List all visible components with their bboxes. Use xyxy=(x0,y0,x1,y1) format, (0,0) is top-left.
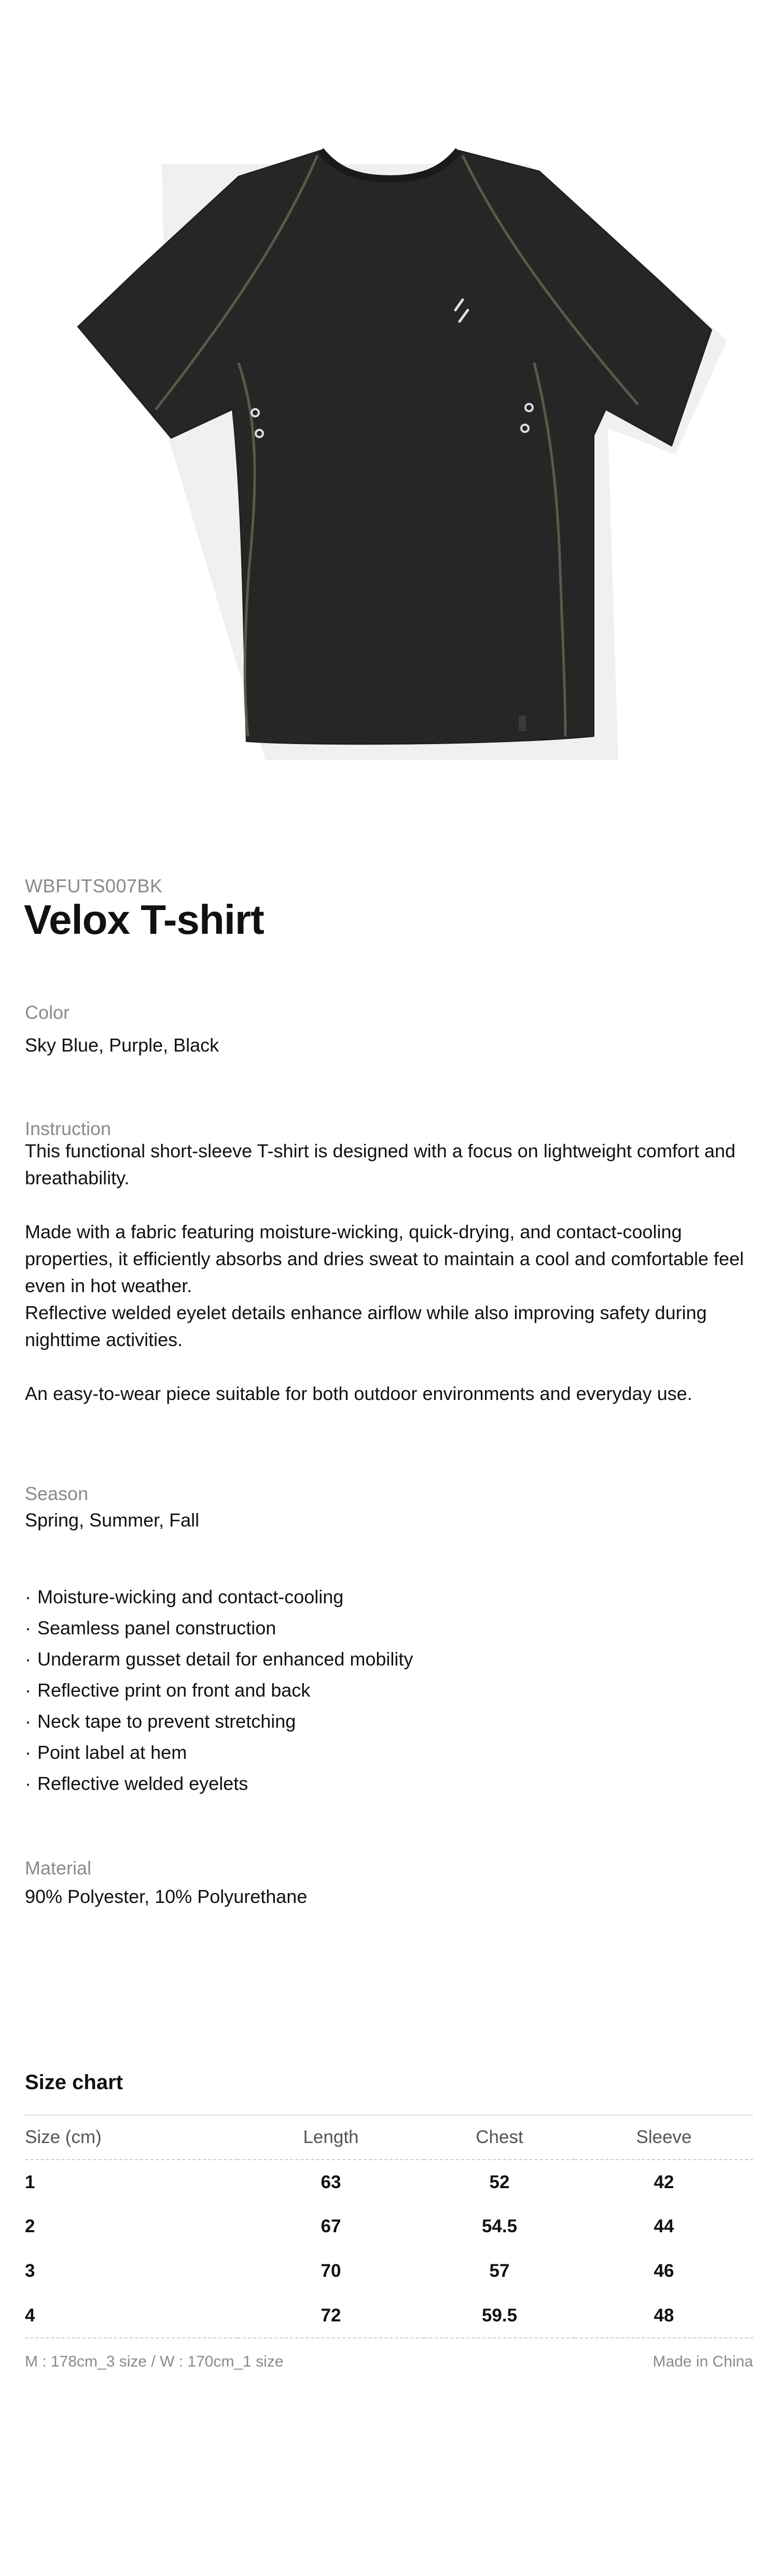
table-cell: 67 xyxy=(321,2216,341,2236)
color-label: Color xyxy=(25,1002,70,1023)
table-header-row xyxy=(25,2115,753,2160)
table-cell: 59.5 xyxy=(424,2293,575,2338)
list-item: · Reflective welded eyelets xyxy=(25,1768,413,1799)
feature-list xyxy=(25,1581,413,1799)
table-cell: 57 xyxy=(489,2261,510,2281)
table-row xyxy=(25,2204,753,2249)
column-header: Length xyxy=(238,2115,424,2160)
instruction-paragraph: Reflective welded eyelet details enhance airflow while also improving safety during nighttime activities. xyxy=(25,1302,707,1350)
list-item: · Point label at hem xyxy=(25,1737,413,1768)
table-cell: 42 xyxy=(654,2172,674,2192)
column-header: Chest xyxy=(424,2115,575,2160)
model-size-note: M : 178cm_3 size / W : 170cm_1 size xyxy=(25,2353,284,2370)
bullet-icon: · xyxy=(25,1679,31,1701)
bullet-icon: · xyxy=(25,1648,31,1670)
column-header: Sleeve xyxy=(575,2115,753,2160)
instruction-paragraph: Made with a fabric featuring moisture-wicking, quick-drying, and contact-cooling properties, it efficiently absorbs and dries sweat to maintain a cool and comfortable feel even in hot weather. xyxy=(25,1221,744,1296)
instruction-paragraph: An easy-to-wear piece suitable for both outdoor environments and everyday use. xyxy=(25,1383,692,1404)
table-cell: 52 xyxy=(489,2172,510,2192)
table-cell: 44 xyxy=(654,2216,674,2236)
bullet-icon: · xyxy=(25,1586,31,1607)
size-chart-title: Size chart xyxy=(25,2071,123,2094)
table-row xyxy=(25,2160,753,2204)
bullet-icon: · xyxy=(25,1773,31,1794)
list-item: · Neck tape to prevent stretching xyxy=(25,1706,413,1737)
product-title: Velox T-shirt xyxy=(24,897,264,943)
size-chart-table xyxy=(25,2115,753,2339)
list-item: · Underarm gusset detail for enhanced mobility xyxy=(25,1644,413,1675)
product-image xyxy=(0,0,778,809)
tshirt-illustration xyxy=(0,0,778,809)
table-row xyxy=(25,2293,753,2338)
instruction-paragraph: This functional short-sleeve T-shirt is designed with a focus on lightweight comfort and breathability. xyxy=(25,1140,736,1188)
table-row xyxy=(25,2249,753,2293)
season-label: Season xyxy=(25,1483,89,1504)
material-value: 90% Polyester, 10% Polyurethane xyxy=(25,1886,308,1907)
instruction-text xyxy=(25,1138,751,1407)
season-value: Spring, Summer, Fall xyxy=(25,1509,200,1531)
bullet-icon: · xyxy=(25,1742,31,1763)
bullet-icon: · xyxy=(25,1711,31,1732)
column-header: Size (cm) xyxy=(25,2115,238,2160)
table-cell: 3 xyxy=(25,2261,35,2281)
list-item: · Reflective print on front and back xyxy=(25,1675,413,1706)
instruction-label: Instruction xyxy=(25,1118,112,1139)
color-value: Sky Blue, Purple, Black xyxy=(25,1034,219,1056)
table-cell: 1 xyxy=(25,2172,35,2192)
material-label: Material xyxy=(25,1857,92,1879)
table-cell: 70 xyxy=(321,2261,341,2281)
table-cell: 2 xyxy=(25,2216,35,2236)
table-cell: 72 xyxy=(238,2293,424,2338)
product-sku: WBFUTS007BK xyxy=(25,875,163,897)
table-cell: 48 xyxy=(575,2293,753,2338)
table-cell: 54.5 xyxy=(481,2216,518,2236)
list-item: · Seamless panel construction xyxy=(25,1613,413,1644)
table-cell: 4 xyxy=(25,2293,238,2338)
list-item: · Moisture-wicking and contact-cooling xyxy=(25,1581,413,1613)
origin-note: Made in China xyxy=(652,2353,753,2370)
table-cell: 46 xyxy=(654,2261,674,2281)
table-cell: 63 xyxy=(321,2172,341,2192)
bullet-icon: · xyxy=(25,1617,31,1639)
